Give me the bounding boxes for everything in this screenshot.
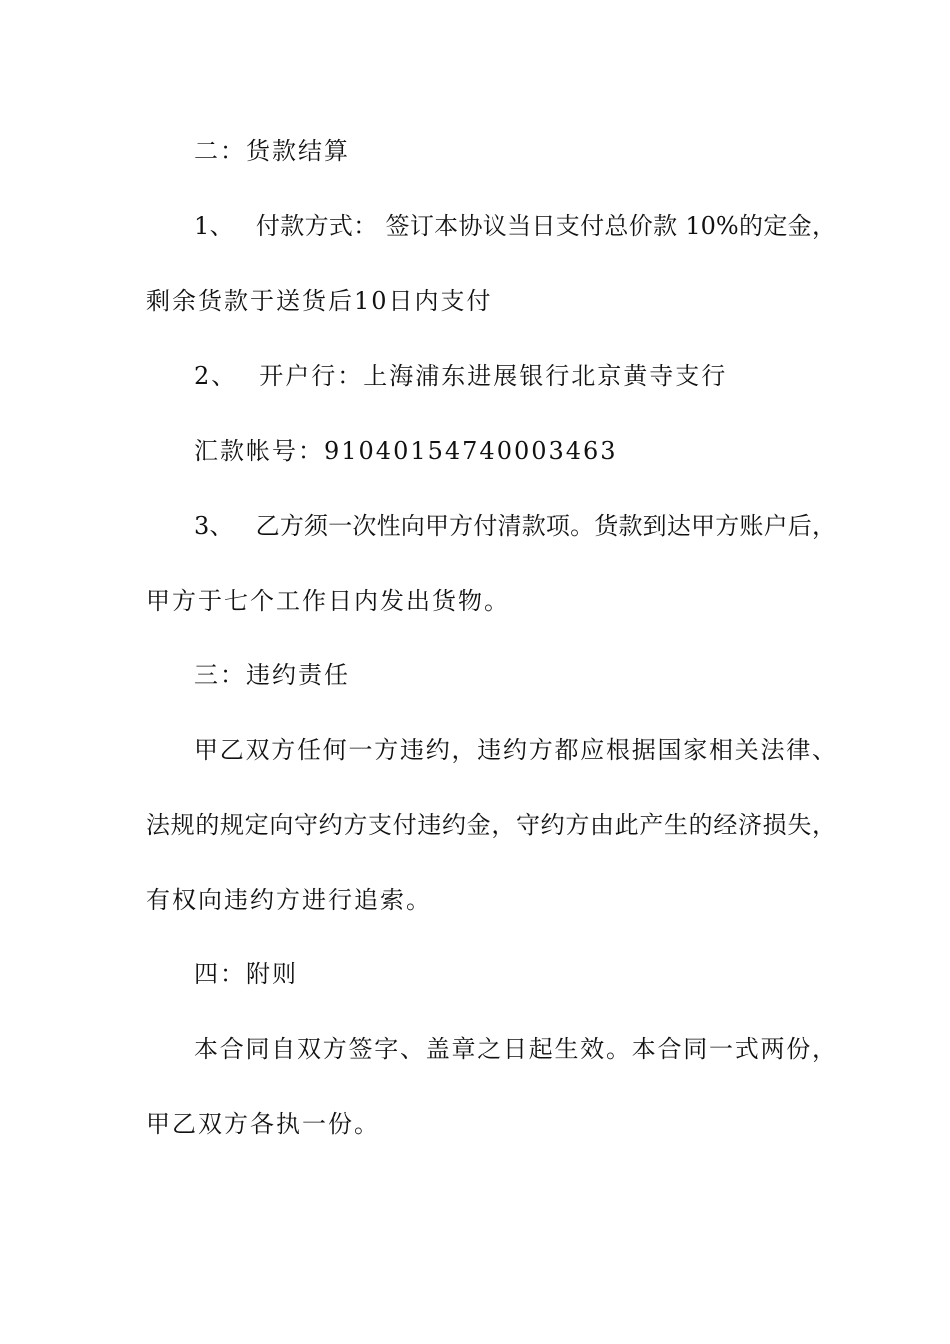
liability-paragraph-line-3: 有权向违约方进行追索。	[146, 886, 432, 914]
account-number: 汇款帐号：91040154740003463	[194, 437, 618, 465]
section-heading-payment: 二：货款结算	[194, 137, 350, 165]
clause-1-text: 付款方式： 签订本协议当日支付总价款 10%的定金，	[255, 212, 836, 240]
section-heading-liability: 三：违约责任	[194, 661, 350, 689]
clause-2-text: 开户行：上海浦东进展银行北京黄寺支行	[259, 362, 728, 390]
clause-2-number: 2、	[194, 362, 238, 390]
clause-3-number: 3、	[194, 512, 234, 540]
clause-3	[194, 506, 836, 546]
liability-paragraph-line-2: 法规的规定向守约方支付违约金，守约方由此产生的经济损失，	[146, 811, 836, 839]
clause-1-number: 1、	[194, 212, 234, 240]
clause-1-continuation: 剩余货款于送货后10日内支付	[146, 287, 493, 315]
liability-paragraph-line-1: 甲乙双方任何一方违约，违约方都应根据国家相关法律、	[194, 736, 836, 764]
clause-3-text: 乙方须一次性向甲方付清款项。货款到达甲方账户后，	[255, 512, 836, 540]
clause-3-continuation: 甲方于七个工作日内发出货物。	[146, 587, 510, 615]
section-heading-annex: 四：附则	[194, 960, 298, 988]
clause-1	[194, 206, 836, 246]
clause-2	[194, 356, 836, 396]
annex-paragraph-line-1: 本合同自双方签字、盖章之日起生效。本合同一式两份，	[194, 1035, 836, 1063]
annex-paragraph-line-2: 甲乙双方各执一份。	[146, 1110, 380, 1138]
